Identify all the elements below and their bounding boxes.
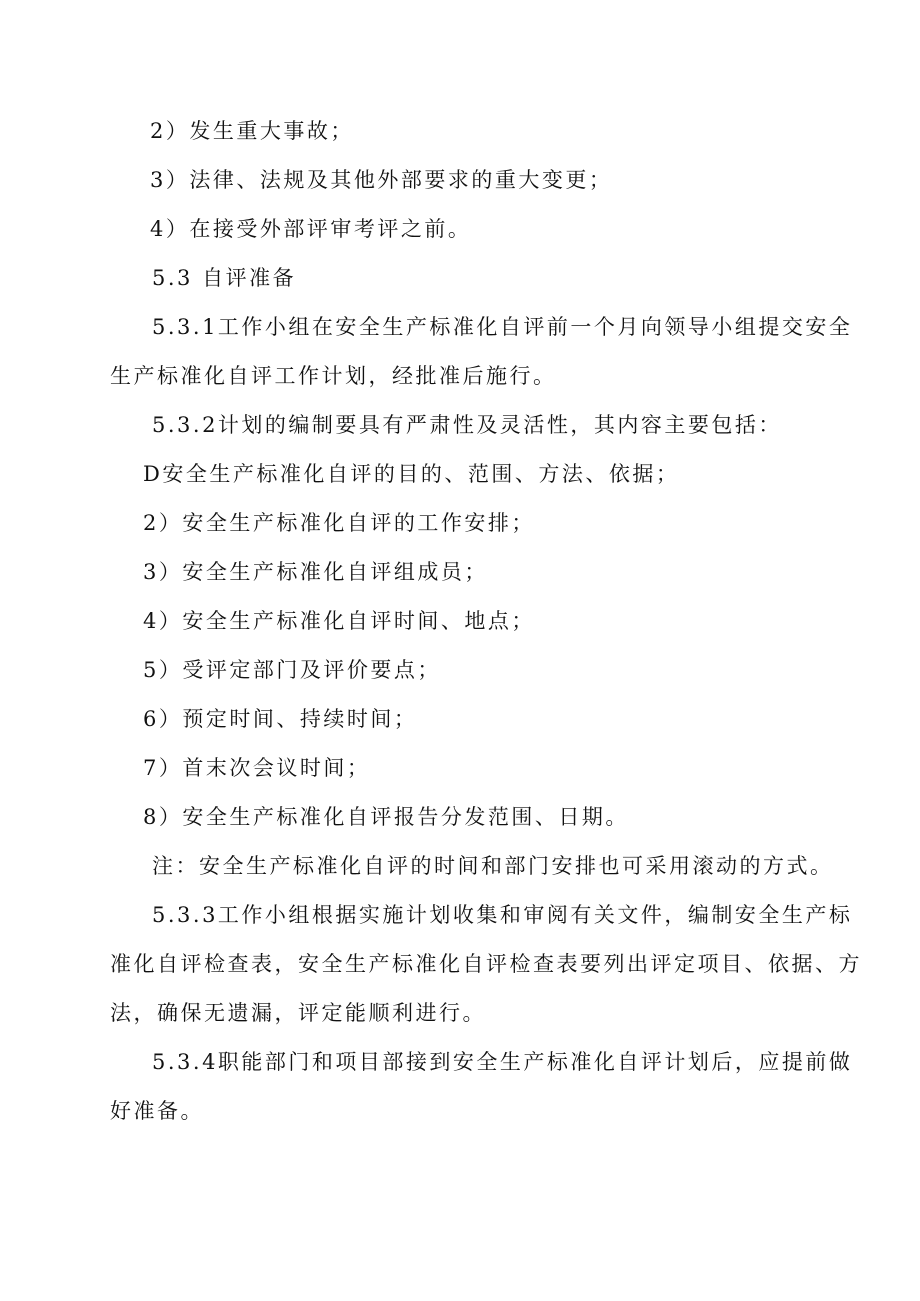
plan-item-6: 6）预定时间、持续时间；: [143, 707, 418, 731]
plan-item-1: D安全生产标准化自评的目的、范围、方法、依据；: [143, 462, 680, 486]
paragraph-5-3-3-line-1: 5.3.3工作小组根据实施计划收集和审阅有关文件，编制安全生产标: [152, 903, 853, 927]
plan-item-7: 7）首末次会议时间；: [143, 756, 371, 780]
paragraph-5-3-1-line-2: 生产标准化自评工作计划，经批准后施行。: [110, 364, 557, 388]
plan-item-4: 4）安全生产标准化自评时间、地点；: [143, 609, 535, 633]
paragraph-5-3-3-line-3: 法，确保无遗漏，评定能顺利进行。: [110, 1001, 486, 1025]
paragraph-5-3-1-line-1: 5.3.1工作小组在安全生产标准化自评前一个月向领导小组提交安全: [152, 315, 853, 339]
note-text: 注：安全生产标准化自评的时间和部门安排也可采用滚动的方式。: [152, 854, 834, 878]
plan-item-8: 8）安全生产标准化自评报告分发范围、日期。: [143, 805, 629, 829]
paragraph-5-3-4-line-1: 5.3.4职能部门和项目部接到安全生产标准化自评计划后，应提前做: [152, 1050, 853, 1074]
paragraph-5-3-3-line-2: 准化自评检查表，安全生产标准化自评检查表要列出评定项目、依据、方: [110, 952, 862, 976]
plan-item-5: 5）受评定部门及评价要点；: [143, 658, 441, 682]
section-heading-5-3: 5.3 自评准备: [152, 266, 297, 290]
list-item-4: 4）在接受外部评审考评之前。: [150, 217, 472, 241]
plan-item-3: 3）安全生产标准化自评组成员；: [143, 560, 488, 584]
list-item-2: 2）发生重大事故；: [150, 119, 354, 143]
paragraph-5-3-2: 5.3.2计划的编制要具有严肃性及灵活性，其内容主要包括：: [152, 413, 782, 437]
list-item-3: 3）法律、法规及其他外部要求的重大变更；: [150, 168, 613, 192]
paragraph-5-3-4-line-2: 好准备。: [110, 1099, 204, 1123]
plan-item-2: 2）安全生产标准化自评的工作安排；: [143, 511, 535, 535]
